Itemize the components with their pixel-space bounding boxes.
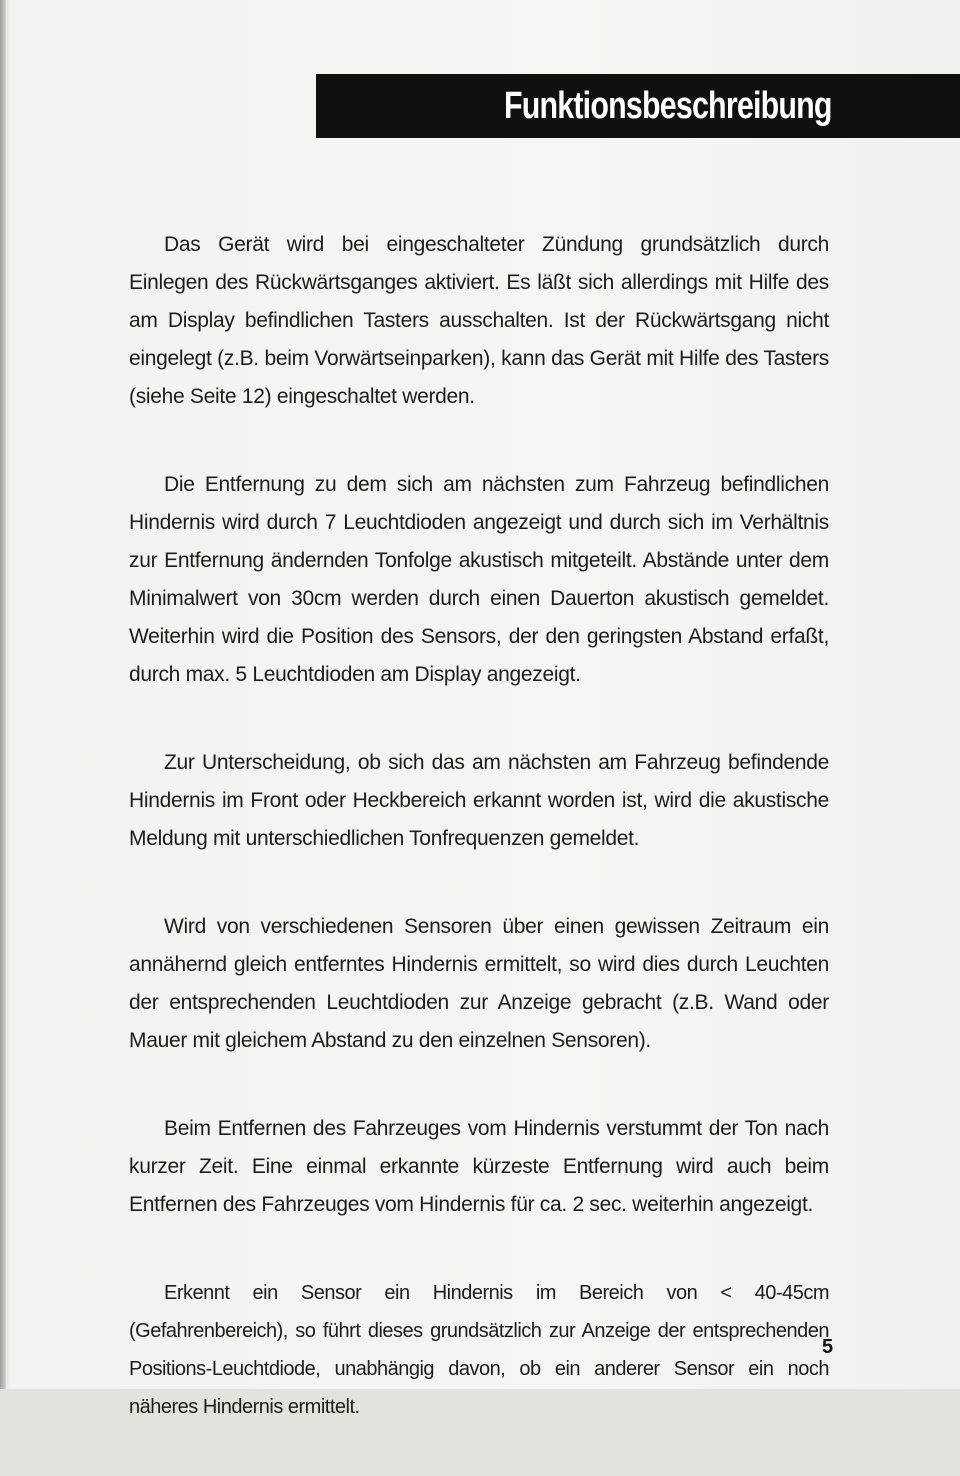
paragraph-front-rear-distinction: Zur Unterscheidung, ob sich das am nächsten am Fahrzeug befindende Hindernis im Front oder Heckbereich erkannt worden ist, wird die akustische Meldung mit unterschiedlichen Tonfrequenzen gemeldet.: [129, 751, 829, 850]
paragraph-equal-distance: Wird von verschiedenen Sensoren über einen gewissen Zeitraum ein annähernd gleich entferntes Hindernis ermittelt, so wird dies durch Leuchten der entsprechenden Leuchtdioden zur Anzeige gebracht (z.B. Wand oder Mauer mit gleichem Abstand zu den einzelnen Sensoren).: [129, 915, 829, 1052]
body-text: [129, 226, 829, 1476]
paragraph-danger-zone: Erkennt ein Sensor ein Hindernis im Bereich von < 40-45cm (Gefahrenbereich), so führt dieses grundsätzlich zur Anzeige der entsprechenden Positions-Leuchtdiode, unabhängig davon, ob ein anderer Sensor ein noch näheres Hindernis ermittelt.: [129, 1282, 829, 1418]
page-binding-edge: [0, 0, 6, 1389]
paragraph-moving-away: Beim Entfernen des Fahrzeuges vom Hindernis verstummt der Ton nach kurzer Zeit. Eine einmal erkannte kürzeste Entfernung wird auch beim Entfernen des Fahrzeuges vom Hindernis für ca. 2 sec. weiterhin angezeigt.: [129, 1117, 829, 1216]
paragraph-distance-display: Die Entfernung zu dem sich am nächsten zum Fahrzeug befindlichen Hindernis wird durch 7 Leuchtdioden angezeigt und durch sich im Verhältnis zur Entfernung ändernden Tonfolge akustisch mitgeteilt. Abstände unter dem Minimalwert von 30cm werden durch einen Dauerton akustisch gemeldet. Weiterhin wird die Position des Sensors, der den geringsten Abstand erfaßt, durch max. 5 Leuchtdioden am Display angezeigt.: [129, 473, 829, 686]
section-title: Funktionsbeschreibung: [504, 85, 832, 127]
page-number: 5: [822, 1336, 834, 1358]
section-title-bar: [316, 74, 960, 138]
paragraph-activation: Das Gerät wird bei eingeschalteter Zündung grundsätzlich durch Einlegen des Rückwärtsganges aktiviert. Es läßt sich allerdings mit Hilfe des am Display befindlichen Tasters ausschalten. Ist der Rückwärtsgang nicht eingelegt (z.B. beim Vorwärtseinparken), kann das Gerät mit Hilfe des Tasters (siehe Seite 12) eingeschaltet werden.: [129, 233, 829, 408]
